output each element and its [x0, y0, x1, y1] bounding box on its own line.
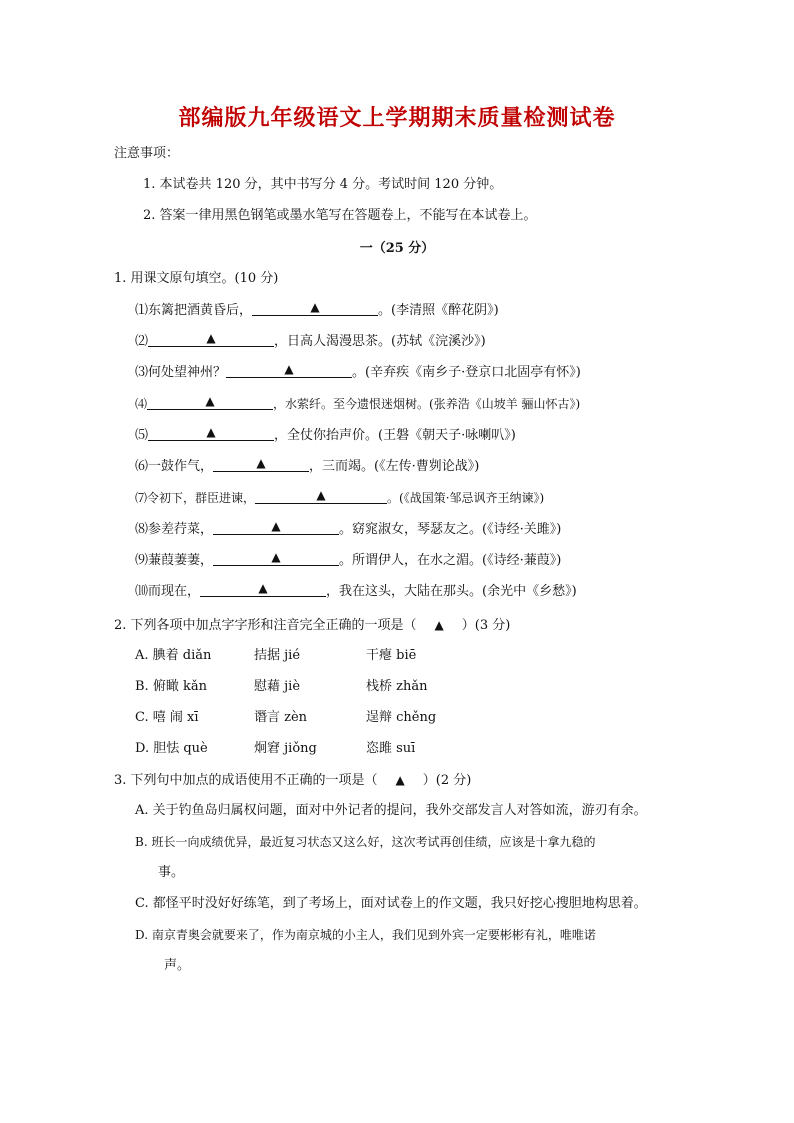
- q2-option-c-word-1: C. 嘻 闹 xī: [135, 710, 199, 725]
- q1-item-2-post: ，日高人渴漫思茶。(苏轼《浣溪沙》): [274, 334, 486, 349]
- q1-item-7: [135, 489, 544, 507]
- q3-option-b-cont: 事。: [158, 865, 185, 880]
- q1-item-3-post: 。(辛弃疾《南乡子·登京口北固亭有怀》): [352, 365, 581, 380]
- q1-item-9-post: 。所谓伊人，在水之湄。(《诗经·蒹葭》): [339, 553, 562, 568]
- q1-item-2-pre: ⑵: [135, 334, 149, 349]
- q3-stem: [114, 771, 471, 790]
- section-heading: 一（25 分）: [359, 241, 435, 256]
- blank-marker-icon: ▲: [316, 488, 326, 502]
- q3-option-d: D. 南京青奥会就要来了，作为南京城的小主人，我们见到外宾一定要彬彬有礼，唯唯诺: [135, 928, 596, 942]
- q1-item-3: [135, 363, 581, 382]
- q1-item-4-pre: ⑷: [135, 397, 148, 411]
- q1-item-5-post: ，全仗你抬声价。(王磐《朝天子·咏喇叭》): [274, 428, 516, 443]
- q3-option-d-cont: 声。: [164, 958, 191, 973]
- notice-heading: 注意事项：: [114, 146, 180, 161]
- q3-option-c: C. 都怪平时没好好练笔，到了考场上，面对试卷上的作文题，我只好挖心搜胆地构思着。: [135, 896, 647, 911]
- answer-blank: [200, 582, 326, 597]
- q2-option-a-word-3: 干瘪 biē: [366, 648, 417, 663]
- q1-item-5-pre: ⑸: [135, 428, 149, 443]
- q2-option-d-word-2: 炯窘 jiǒng: [254, 741, 317, 756]
- q2-stem-score: ）(3 分): [461, 618, 511, 633]
- q1-item-5: [135, 426, 516, 445]
- q1-item-4-post: ，水萦纤。至今遗恨迷烟树。(张养浩《山坡羊 骊山怀古》): [273, 397, 581, 411]
- blank-marker-icon: ▲: [271, 519, 281, 533]
- q1-item-6: [135, 457, 479, 476]
- q1-item-10-post: ，我在这头，大陆在那头。(余光中《乡愁》): [326, 584, 577, 599]
- q2-option-c-word-2: 谮言 zèn: [254, 710, 308, 725]
- q1-item-1-post: 。(李清照《醉花阴》): [378, 303, 499, 318]
- answer-blank: [213, 520, 339, 535]
- q1-item-3-pre: ⑶何处望神州？: [135, 365, 227, 380]
- blank-marker-icon: ▲: [284, 362, 294, 376]
- q3-stem-score: ）(2 分): [422, 773, 472, 788]
- q3-option-a: A. 关于钓鱼岛归属权问题，面对中外记者的提问，我外交部发言人对答如流，游刃有余。: [135, 803, 647, 818]
- answer-blank: [255, 489, 387, 504]
- blank-marker-icon: ▲: [256, 456, 266, 470]
- q2-option-b-word-1: B. 俯瞰 kǎn: [135, 679, 207, 694]
- q3-stem-text: 3. 下列句中加点的成语使用不正确的一项是（: [114, 773, 378, 788]
- q1-item-2: [135, 332, 486, 351]
- q1-item-7-pre: ⑺令初下，群臣进谏，: [135, 491, 256, 505]
- notice-item-2: 2. 答案一律用黑色钢笔或墨水笔写在答题卷上，不能写在本试卷上。: [143, 208, 537, 223]
- blank-marker-icon: ▲: [206, 331, 216, 345]
- exam-title: 部编版九年级语文上学期期末质量检测试卷: [178, 105, 616, 131]
- q1-item-8-post: 。窈窕淑女，琴瑟友之。(《诗经·关雎》): [339, 522, 562, 537]
- q1-item-9-pre: ⑼蒹葭萋萋，: [135, 553, 214, 568]
- blank-marker-icon: ▲: [271, 550, 281, 564]
- q1-item-10: [135, 582, 577, 601]
- q2-option-d-word-3: 恣雎 suī: [366, 741, 416, 756]
- q2-option-b-word-2: 慰藉 jiè: [254, 679, 301, 694]
- blank-marker-icon: ▲: [395, 773, 405, 787]
- blank-marker-icon: ▲: [206, 425, 216, 439]
- answer-blank: [147, 395, 273, 410]
- q2-option-d-word-1: D. 胆怯 què: [135, 741, 208, 756]
- q1-item-8: [135, 520, 561, 539]
- notice-item-1: 1. 本试卷共 120 分，其中书写分 4 分。考试时间 120 分钟。: [143, 177, 503, 192]
- answer-blank: [252, 301, 378, 316]
- q1-item-10-pre: ⑽而现在，: [135, 584, 201, 599]
- q2-stem: [114, 616, 510, 635]
- q1-item-1-pre: ⑴东篱把酒黄昏后，: [135, 303, 253, 318]
- answer-blank: [213, 457, 309, 472]
- q1-item-1: [135, 301, 499, 320]
- blank-marker-icon: ▲: [310, 300, 320, 314]
- answer-blank: [148, 332, 274, 347]
- q2-option-c-word-3: 逞辩 chěng: [366, 710, 437, 725]
- q3-option-b: B. 班长一向成绩优异，最近复习状态又这么好，这次考试再创佳绩，应该是十拿九稳的: [135, 835, 596, 849]
- q1-item-9: [135, 551, 561, 570]
- q1-stem: 1. 用课文原句填空。(10 分): [114, 271, 279, 286]
- q1-item-4: [135, 395, 580, 413]
- q2-stem-text: 2. 下列各项中加点字字形和注音完全正确的一项是（: [114, 618, 417, 633]
- q1-item-6-pre: ⑹一鼓作气，: [135, 459, 214, 474]
- blank-marker-icon: ▲: [205, 394, 215, 408]
- q2-option-a-word-2: 拮据 jié: [254, 648, 301, 663]
- blank-marker-icon: ▲: [434, 618, 444, 632]
- blank-marker-icon: ▲: [258, 581, 268, 595]
- q1-item-7-post: 。(《战国策·邹忌讽齐王纳谏》): [387, 491, 545, 505]
- answer-blank: [226, 363, 352, 378]
- answer-blank: [148, 426, 274, 441]
- q2-option-b-word-3: 栈桥 zhǎn: [366, 679, 428, 694]
- q2-option-a-word-1: A. 腆着 diǎn: [135, 648, 212, 663]
- q1-item-8-pre: ⑻参差荇菜，: [135, 522, 214, 537]
- q1-item-6-post: ，三而竭。(《左传·曹刿论战》): [309, 459, 480, 474]
- answer-blank: [213, 551, 339, 566]
